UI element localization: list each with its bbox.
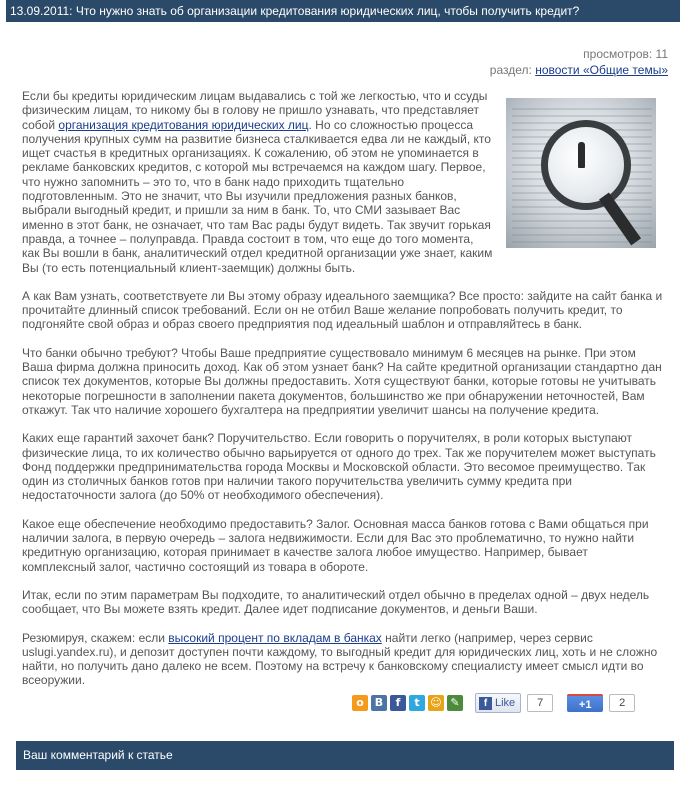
facebook-like-icon: f (479, 697, 492, 710)
section-line (490, 62, 668, 78)
like-label: Like (495, 697, 516, 709)
like-count: 7 (527, 694, 553, 712)
moi-mir-icon[interactable]: ☺ (428, 695, 444, 711)
paragraph-3: Что банки обычно требуют? Чтобы Ваше предприятие существовало минимум 6 месяцев на рынке. При этом Ваша фирма должна приносить доход. Как об этом узнает банк? На сайте кредитной организации стандартно дан список тех документов, которые Вы должны предоставить. Хотя существуют банки, которые готовы не учитывать некоторые погрешности в заполнении пакета документов, большинство же при обнаружении неточностей, Вам откажут. Так что наличие хорошего бухгалтера на предприятии увеличит шансы на получение кредита. (22, 345, 662, 417)
vkontakte-icon[interactable]: В (371, 695, 387, 711)
social-share-bar (352, 692, 635, 714)
paragraph-4: Каких еще гарантий захочет банк? Поручительство. Если говорить о поручителях, в роли которых выступают физические лица, то их количество обычно варьируется от одного до трех. Так же поручителем может выступать Фонд поддержки предпринимательства города Москвы и Московской области. Это весомое преимущество. Так один из столичных банков готов при наличии такого поручительства увеличить сумму кредита при недостаточности залога (до 50% от необходимого обеспечения). (22, 431, 656, 503)
twitter-icon[interactable]: t (409, 695, 425, 711)
article-title-bar (6, 0, 680, 22)
section-link[interactable]: новости «Общие темы» (535, 63, 668, 77)
p1-text-b: . Но со сложностью процесса получения крупных сумм на развитие бизнеса сталкивается едва ли не каждый, кто ищет счастья в кредитных организациях. К сожалению, об этом не упоминается в рекламе банковских кредитов, с которой мы встречаемся на каждом шагу. Первое, что нужно запомнить – это то, что в банк надо приходить тщательно подготовленным. Это не значит, что Вы изучили предложения разных банков, выбрали выгодный кредит, и пришли за ним в банк. То, что СМИ зазывает Вас именно в этот банк, не означает, что там Вас рады будут видеть. Так звучит горькая правда, а точнее – полуправда. Правда состоит в том, что еще до того момента, как Вы вошли в банк, аналитический отдел кредитной организации уже знает, каким Вы (то есть потенциальный клиент-заемщик) должны быть. (22, 117, 493, 275)
paragraph-5: Какое еще обеспечение необходимо предоставить? Залог. Основная масса банков готова с Вами общаться при наличии залога, в первую очередь – залога недвижимости. Если для Вас это проблематично, то нужно найти кредитную организацию, которая принимает в качестве залога любое имущество. Например, бывает комплексный залог, частично состоящий из товара в обороте. (22, 516, 649, 574)
article-body (22, 89, 664, 702)
magnifier-lens (541, 120, 631, 210)
views-count: просмотров: 11 (583, 47, 668, 61)
comment-section-header (16, 741, 674, 770)
p1-text-a: Если бы кредиты юридическим лицам выдавались с той же легкостью, что и ссуды физическим лицам, то никому бы в голову не пришло узнавать, что представляет собой (22, 89, 488, 132)
p7-text-a: Резюмируя, скажем: если (22, 630, 169, 645)
paragraph-7 (22, 631, 664, 688)
article-meta (490, 46, 668, 78)
odnoklassniki-icon[interactable]: о (352, 695, 368, 711)
article-title: 13.09.2011: Что нужно знать об организации кредитования юридических лиц, чтобы получить кредит? (10, 4, 580, 18)
paragraph-2: А как Вам узнать, соответствуете ли Вы этому образу идеального заемщика? Все просто: зайдите на сайт банка и прочитайте длинный список требований. Если он не отбил Ваше желание попробовать получить кредит, то подгоняйте свой образ и образ своего предприятия под идеальный шаблон и отправляйтесь в банк. (22, 288, 663, 332)
comment-section-title: Ваш комментарий к статье (23, 748, 173, 762)
facebook-like-button[interactable] (475, 693, 521, 713)
paragraph-6: Итак, если по этим параметрам Вы подходите, то аналитический отдел обычно в пределах одной – двух недель сообщает, что Вы можете взять кредит. Далее идет подписание документов, и деньги Ваши. (22, 587, 650, 617)
section-label: раздел: (489, 63, 532, 77)
livejournal-icon[interactable]: ✎ (447, 695, 463, 711)
link-deposit-rates[interactable]: высокий процент по вкладам в банках (168, 630, 382, 645)
facebook-icon[interactable]: f (390, 695, 406, 711)
p7-text-b: найти легко (например, через сервис uslugi.yandex.ru), и депозит доступен почти каждому, то выгодный кредит для юридических лиц, хоть и не сложно найти, но получить дано далеко не всем. Поэтому на встречу к банковскому специалисту имеет смысл идти во всеоружии. (22, 630, 658, 688)
magnifier-photo (506, 98, 656, 248)
plus-one-count: 2 (609, 694, 635, 712)
google-plus-one-button[interactable]: +1 (567, 694, 603, 712)
businessman-figure (578, 142, 585, 168)
link-credit-organization[interactable]: организация кредитования юридических лиц (58, 117, 309, 132)
